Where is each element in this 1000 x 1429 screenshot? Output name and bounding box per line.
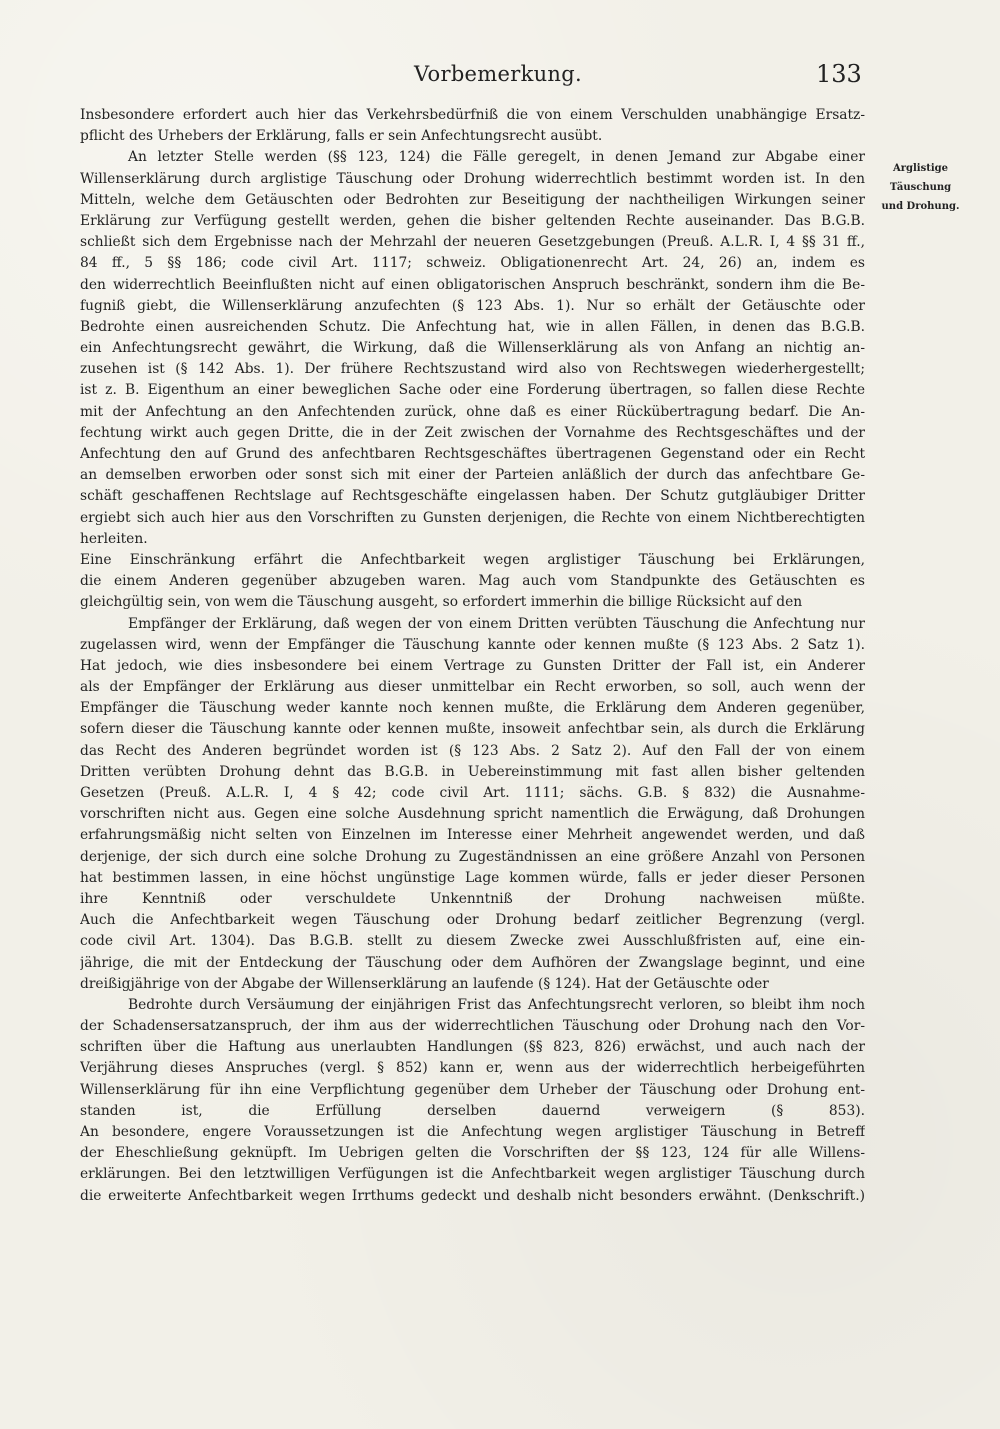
text-line: schäft geschaffenen Rechtslage auf Rechtsgeschäfte eingelassen haben. Der Schutz gutgläubiger Dritter [80,488,865,505]
text-line: An besondere, engere Voraussetzungen ist die Anfechtung wegen arglistiger Täuschung in Betreff [80,1124,865,1140]
text-line: erklärungen. Bei den letztwilligen Verfügungen ist die Anfechtbarkeit wegen arglistiger Täuschung durch [80,1166,865,1183]
text-line: Empfänger der Erklärung, daß wegen der von einem Dritten verübten Täuschung die Anfechtung nur [128,615,865,632]
text-line: Insbesondere erfordert auch hier das Verkehrsbedürfniß die von einem Verschulden unabhängige Ersatz- [80,107,865,123]
text-line: Bedrohte einen ausreichenden Schutz. Die Anfechtung hat, wie in allen Fällen, in denen das B.G.B. [80,318,865,335]
text-line: ein Anfechtungsrecht gewährt, die Wirkung, daß die Willenserklärung als von Anfang an nichtig an- [80,340,865,357]
text-line: als der Empfänger der Erklärung aus dieser unmittelbar ein Recht erworben, so soll, auch wenn der [80,679,865,696]
text-line: der Schadensersatzanspruch, der ihm aus der widerrechtlichen Täuschung oder Drohung nach den Vor- [80,1018,865,1035]
text-line: 84 ff., 5 §§ 186; code civil Art. 1117; schweiz. Obligationenrecht Art. 24, 26) an, indem es [80,255,865,272]
text-line [80,1228,865,1249]
text-line: dreißigjährige von der Abgabe der Willenserklärung an laufende (§ 124). Hat der Getäuschte oder [80,975,769,992]
text-line: standen ist, die Erfüllung derselben dauernd verweigern (§ 853). [80,1102,865,1119]
text-line: vorschriften nicht aus. Gegen eine solche Ausdehnung spricht namentlich die Erwägung, daß Drohungen [80,806,865,823]
text-line: zugelassen wird, wenn der Empfänger die Täuschung kannte oder kennen mußte (§ 123 Abs. 2 Satz 1). [80,636,865,653]
text-line: fugniß giebt, die Willenserklärung anzufechten (§ 123 Abs. 1). Nur so erhält der Getäuschte oder [80,297,865,314]
text-line [80,1270,865,1291]
text-line: jährige, die mit der Entdeckung der Täuschung oder dem Aufhören der Zwangslage beginnt, und eine [80,954,865,971]
page-number: 133 [816,60,862,88]
text-line: ist z. B. Eigenthum an einer beweglichen Sache oder eine Forderung übertragen, so fallen diese Rechte [80,382,865,399]
text-line: Bedrohte durch Versäumung der einjährigen Frist das Anfechtungsrecht verloren, so bleibt ihm noch [128,996,865,1013]
text-line: die einem Anderen gegenüber abzugeben waren. Mag auch vom Standpunkte des Getäuschten es [80,573,865,590]
text-line: herleiten. [80,530,148,547]
marginal-note-line: Arglistige [892,163,949,174]
marginal-note-line: und Drohung. [881,201,960,212]
text-line: pflicht des Urhebers der Erklärung, falls er sein Anfechtungsrecht ausübt. [80,128,603,145]
text-line [80,1292,865,1313]
text-line: Hat jedoch, wie dies insbesondere bei einem Vertrage zu Gunsten Dritter der Fall ist, ein Anderer [80,657,865,674]
text-line: ihre Kenntniß oder verschuldete Unkenntniß der Drohung nachweisen müßte. [80,890,865,907]
text-line: zusehen ist (§ 142 Abs. 1). Der frühere Rechtszustand wird also von Rechtswegen wiederhergestellt; [80,361,865,378]
text-line: derjenige, der sich durch eine solche Drohung zu Zugeständnissen an eine größere Anzahl von Personen [80,848,865,865]
text-line: an demselben erworben oder sonst sich mit einer der Parteien anläßlich der durch das anfechtbare Ge- [80,467,865,484]
text-line: Dritten verübten Drohung dehnt das B.G.B. in Uebereinstimmung mit fast allen bisher geltenden [80,763,865,780]
text-line: Auch die Anfechtbarkeit wegen Täuschung oder Drohung bedarf zeitlicher Begrenzung (vergl. [80,912,865,929]
text-line: mit der Anfechtung an den Anfechtenden zurück, ohne daß es einer Rückübertragung bedarf. Die An- [80,403,865,420]
text-line: erfahrungsmäßig nicht selten von Einzelnen im Interesse einer Mehrheit angewendet werden, und daß [80,827,865,844]
text-line: Anfechtung den auf Grund des anfechtbaren Rechtsgeschäftes übertragenen Gegenstand oder ein Recht [80,446,865,462]
text-line: code civil Art. 1304). Das B.G.B. stellt zu diesem Zwecke zwei Ausschlußfristen auf, eine ein- [80,933,865,950]
text-line: Mitteln, welche dem Getäuschten oder Bedrohten zur Beseitigung der nachtheiligen Wirkungen seiner [80,191,865,208]
text-line: der Eheschließung geknüpft. Im Uebrigen gelten die Vorschriften der §§ 123, 124 für alle Willens- [80,1145,865,1162]
text-line [80,1207,865,1228]
text-line: gleichgültig sein, von wem die Täuschung ausgeht, so erfordert immerhin die billige Rücksicht auf den [80,594,803,611]
text-line: An letzter Stelle werden (§§ 123, 124) die Fälle geregelt, in denen Jemand zur Abgabe einer [128,149,865,166]
text-line: sofern dieser die Täuschung kannte oder kennen mußte, insoweit anfechtbar sein, als durch die Erklärung [80,721,865,738]
running-header: Vorbemerkung. [414,62,582,86]
text-line: ergiebt sich auch hier aus den Vorschriften zu Gunsten derjenigen, die Rechte von einem Nichtberechtigten [80,509,865,526]
marginal-note-line: Täuschung [889,182,952,193]
text-line: Empfänger die Täuschung weder kannte noch kennen mußte, die Erklärung dem Anderen gegenüber, [80,700,865,717]
text-line: Willenserklärung durch arglistige Täuschung oder Drohung widerrechtlich bestimmt worden ist. In den [80,170,865,187]
text-line: Verjährung dieses Anspruches (vergl. § 852) kann er, wenn aus der widerrechtlich herbeigeführten [80,1060,865,1077]
text-line: Gesetzen (Preuß. A.L.R. I, 4 § 42; code civil Art. 1111; sächs. G.B. § 832) die Ausnahme- [80,785,865,801]
text-line: Willenserklärung für ihn eine Verpflichtung gegenüber dem Urheber der Täuschung oder Drohung ent- [80,1081,865,1098]
text-line: schließt sich dem Ergebnisse nach der Mehrzahl der neueren Gesetzgebungen (Preuß. A.L.R. I, 4 §§ 31 ff., [80,234,865,251]
text-line: fechtung wirkt auch gegen Dritte, die in der Zeit zwischen der Vornahme des Rechtsgeschäftes und der [80,424,865,441]
text-line [80,1249,865,1270]
text-line: hat bestimmen lassen, in eine höchst ungünstige Lage kommen würde, falls er jeder dieser Personen [80,869,865,886]
text-line: den widerrechtlich Beeinflußten nicht auf einen obligatorischen Anspruch beschränkt, sondern ihm die Be- [80,276,865,293]
body-text [80,105,865,1313]
text-line: die erweiterte Anfechtbarkeit wegen Irrthums gedeckt und deshalb nicht besonders erwähnt. (Denkschrift.) [80,1187,865,1204]
text-line: Eine Einschränkung erfährt die Anfechtbarkeit wegen arglistiger Täuschung bei Erklärungen, [80,551,865,568]
text-line: schriften über die Haftung aus unerlaubten Handlungen (§§ 823, 826) erwächst, und auch nach der [80,1039,865,1056]
text-line: Erklärung zur Verfügung gestellt werden, gehen die bisher geltenden Rechte auseinander. Das B.G.B. [80,212,865,229]
marginal-note [873,159,968,216]
text-line: das Recht des Anderen begründet worden ist (§ 123 Abs. 2 Satz 2). Auf den Fall der von einem [80,742,865,759]
